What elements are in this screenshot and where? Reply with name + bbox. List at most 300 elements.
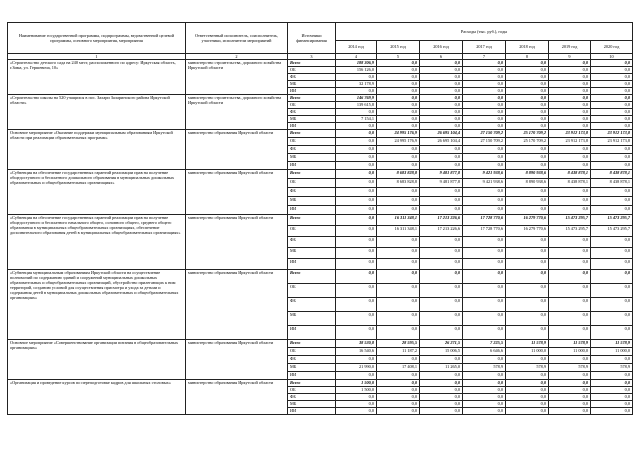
expense-value: 1 500,0: [336, 380, 377, 387]
expense-value: 0,0: [506, 284, 549, 298]
expense-value: 0,0: [377, 60, 420, 67]
header-column-number: 9: [549, 54, 591, 60]
expense-value: 0,0: [549, 387, 591, 394]
expense-value: 0,0: [549, 284, 591, 298]
expense-value: 23 912 173,8: [591, 138, 633, 146]
expense-value: 0,0: [549, 109, 591, 116]
expense-value: 0,0: [591, 109, 633, 116]
table-row: [8, 270, 633, 284]
expense-value: 0,0: [463, 162, 506, 170]
funding-source: ФБ: [288, 146, 336, 154]
expense-value: 0,0: [506, 312, 549, 326]
expense-value: 15 473 295,7: [591, 215, 633, 226]
expense-value: 0,0: [591, 88, 633, 95]
header-expenses: Расходы (тыс. руб.), годы: [336, 23, 633, 41]
expense-value: 0,0: [377, 394, 420, 401]
funding-source: Всего: [288, 60, 336, 67]
expense-value: 0,0: [591, 372, 633, 380]
expense-value: 0,0: [549, 162, 591, 170]
expense-value: 0,0: [420, 116, 463, 123]
funding-source: ФБ: [288, 109, 336, 116]
expense-value: 9 481 877,8: [420, 170, 463, 179]
expense-value: 0,0: [463, 326, 506, 340]
expense-value: 0,0: [377, 372, 420, 380]
expense-value: 15 473 295,7: [549, 215, 591, 226]
expense-value: 0,0: [549, 146, 591, 154]
expense-value: 8 438 878,1: [549, 179, 591, 188]
funding-source: ОБ: [288, 179, 336, 188]
expense-value: 0,0: [377, 162, 420, 170]
expense-value: 0,0: [420, 326, 463, 340]
expense-value: 0,0: [377, 237, 420, 248]
expense-value: 0,0: [420, 284, 463, 298]
header-column-number: 4: [336, 54, 377, 60]
expense-value: 0,0: [463, 401, 506, 408]
expense-value: 9 421 938,6: [463, 170, 506, 179]
executor: министерство строительства, дорожного хозяйства Иркутской области: [186, 95, 288, 130]
expense-value: 0,0: [420, 154, 463, 162]
expense-value: 0,0: [549, 401, 591, 408]
expense-value: 0,0: [463, 154, 506, 162]
expense-value: 26 695 104,4: [420, 130, 463, 138]
expense-value: 578,9: [549, 364, 591, 372]
program-name: «Организация и проведение курсов по переподготовке кадров для школьных столовых»: [8, 380, 186, 415]
expense-value: 0,0: [336, 88, 377, 95]
expense-value: 0,0: [336, 154, 377, 162]
expense-value: 0,0: [463, 380, 506, 387]
expense-value: 11 000,0: [591, 348, 633, 356]
expense-value: 11 000,0: [549, 348, 591, 356]
expense-value: 27 150 709,2: [463, 130, 506, 138]
program-name: Основное мероприятие «Оказание поддержки муниципальным образованиям Иркутской области при реализации образовательных программ»: [8, 130, 186, 170]
expense-value: 0,0: [420, 60, 463, 67]
expense-value: 0,0: [463, 312, 506, 326]
expense-value: 0,0: [506, 326, 549, 340]
expense-value: 15 006,5: [420, 348, 463, 356]
expense-value: 26 695 104,4: [420, 138, 463, 146]
expense-value: 1 500,0: [336, 387, 377, 394]
executor: министерство образования Иркутской области: [186, 170, 288, 215]
expense-value: 0,0: [549, 116, 591, 123]
expense-value: 0,0: [336, 206, 377, 215]
funding-source: ИИ: [288, 88, 336, 95]
expense-value: 0,0: [506, 123, 549, 130]
table-row: [8, 95, 633, 102]
funding-source: ИИ: [288, 408, 336, 415]
expense-value: 0,0: [377, 95, 420, 102]
expense-value: 0,0: [506, 81, 549, 88]
expense-value: 0,0: [591, 380, 633, 387]
expense-value: 0,0: [549, 372, 591, 380]
expense-value: 0,0: [336, 74, 377, 81]
expense-value: 0,0: [336, 123, 377, 130]
expense-value: 0,0: [549, 259, 591, 270]
expense-value: 0,0: [591, 248, 633, 259]
funding-source: ФБ: [288, 237, 336, 248]
expense-value: 0,0: [506, 372, 549, 380]
expense-value: 0,0: [591, 408, 633, 415]
expense-value: 0,0: [591, 312, 633, 326]
expense-value: 0,0: [463, 237, 506, 248]
expense-value: 0,0: [336, 146, 377, 154]
expense-value: 0,0: [336, 356, 377, 364]
expense-value: 578,9: [463, 364, 506, 372]
expense-value: 0,0: [336, 248, 377, 259]
expense-value: 16 540,6: [336, 348, 377, 356]
program-name: «Строительство школы на 520 учащихся в пос. Залари Заларинского района Иркутской области»: [8, 95, 186, 130]
funding-source: Всего: [288, 215, 336, 226]
funding-source: ОБ: [288, 67, 336, 74]
expenses-table: [7, 22, 633, 415]
expense-value: 0,0: [549, 248, 591, 259]
funding-source: МБ: [288, 81, 336, 88]
header-year: 2016 год: [420, 40, 463, 53]
expense-value: 0,0: [506, 154, 549, 162]
expense-value: 0,0: [420, 102, 463, 109]
expense-value: 0,0: [336, 312, 377, 326]
expense-value: 0,0: [377, 109, 420, 116]
funding-source: ФБ: [288, 74, 336, 81]
expense-value: 8 438 878,1: [591, 179, 633, 188]
expense-value: 21 990,0: [336, 364, 377, 372]
program-name: «Субвенция муниципальным образованиям Иркутской области на осуществление полномочий по содержанию зданий и сооружений муниципальных дошкольных образовательных и общеобразовательных организаций, обустройство прилегающих к ним территорий, созданию условий для осуществления присмотра и ухода за детьми и содержания детей в муниципальных дошкольных образовательных и общеобразовательных организациях»: [8, 270, 186, 340]
expense-value: 0,0: [591, 298, 633, 312]
program-name: «Субвенция на обеспечение государственных гарантий реализации прав на получение общедоступного и бесплатного дошкольного образования в муниципальных дошкольных образовательных и общеобразовательных организациях»: [8, 170, 186, 215]
funding-source: ОБ: [288, 138, 336, 146]
expense-value: 23 912 173,8: [549, 130, 591, 138]
funding-source: Всего: [288, 380, 336, 387]
expense-value: 0,0: [377, 116, 420, 123]
expense-value: 23 912 173,8: [549, 138, 591, 146]
expense-value: 0,0: [420, 67, 463, 74]
expense-value: 0,0: [591, 270, 633, 284]
expense-value: 0,0: [463, 356, 506, 364]
expense-value: 11 578,9: [591, 340, 633, 348]
expense-value: 25 170 709,2: [506, 130, 549, 138]
expense-value: 0,0: [549, 197, 591, 206]
expense-value: 8 438 878,1: [549, 170, 591, 179]
expense-value: 0,0: [463, 60, 506, 67]
expense-value: 0,0: [377, 387, 420, 394]
expense-value: 0,0: [591, 146, 633, 154]
funding-source: Всего: [288, 170, 336, 179]
expense-value: 0,0: [463, 188, 506, 197]
expense-value: 17 213 226,6: [420, 226, 463, 237]
expense-value: 25 170 709,2: [506, 138, 549, 146]
funding-source: Всего: [288, 130, 336, 138]
expense-value: 0,0: [591, 67, 633, 74]
program-name: Основное мероприятие «Совершенствование организации питания в общеобразовательных организациях»: [8, 340, 186, 380]
expense-value: 0,0: [463, 394, 506, 401]
expense-value: 0,0: [420, 408, 463, 415]
funding-source: ФБ: [288, 188, 336, 197]
expense-value: 0,0: [591, 60, 633, 67]
funding-source: ИИ: [288, 372, 336, 380]
funding-source: МБ: [288, 248, 336, 259]
table-row: [8, 215, 633, 226]
expense-value: 0,0: [549, 67, 591, 74]
program-name: «Строительство детского сада на 240 мест, расположенного по адресу: Иркутская область, г.Зима, ул. Гершевича, 10»: [8, 60, 186, 95]
expense-value: 0,0: [377, 270, 420, 284]
expense-value: 0,0: [506, 102, 549, 109]
funding-source: ИИ: [288, 162, 336, 170]
executor: министерство образования Иркутской области: [186, 130, 288, 170]
funding-source: ОБ: [288, 348, 336, 356]
expense-value: 0,0: [506, 298, 549, 312]
expense-value: 0,0: [591, 259, 633, 270]
expense-value: 0,0: [377, 312, 420, 326]
expense-value: 0,0: [506, 394, 549, 401]
expense-value: 26 271,5: [420, 340, 463, 348]
executor: министерство образования Иркутской области: [186, 380, 288, 415]
expense-value: 0,0: [336, 326, 377, 340]
expense-value: 0,0: [463, 206, 506, 215]
expense-value: 0,0: [420, 197, 463, 206]
expense-value: 0,0: [506, 162, 549, 170]
expense-value: 0,0: [506, 197, 549, 206]
expense-value: 0,0: [549, 60, 591, 67]
header-column-number: 3: [288, 54, 336, 60]
expense-value: 7 154,1: [336, 116, 377, 123]
expense-value: 0,0: [549, 394, 591, 401]
expense-value: 0,0: [549, 408, 591, 415]
expense-value: 0,0: [420, 259, 463, 270]
table-row: [8, 130, 633, 138]
funding-source: ФБ: [288, 298, 336, 312]
expense-value: 0,0: [377, 146, 420, 154]
expense-value: 28 595,5: [377, 340, 420, 348]
expense-value: 0,0: [549, 102, 591, 109]
expense-value: 8 683 828,8: [377, 179, 420, 188]
expense-value: 0,0: [336, 170, 377, 179]
expense-value: 0,0: [463, 197, 506, 206]
expense-value: 0,0: [377, 326, 420, 340]
expense-value: 0,0: [506, 259, 549, 270]
expense-value: 0,0: [420, 248, 463, 259]
expense-value: 0,0: [506, 67, 549, 74]
expense-value: 0,0: [420, 312, 463, 326]
expense-value: 0,0: [506, 88, 549, 95]
funding-source: ФБ: [288, 394, 336, 401]
expense-value: 0,0: [336, 138, 377, 146]
expense-value: 0,0: [420, 88, 463, 95]
expense-value: 0,0: [420, 162, 463, 170]
expense-value: 0,0: [506, 380, 549, 387]
expense-value: 0,0: [420, 394, 463, 401]
funding-source: ИИ: [288, 123, 336, 130]
expense-value: 0,0: [549, 380, 591, 387]
expense-value: 0,0: [463, 74, 506, 81]
expense-value: 17 213 226,6: [420, 215, 463, 226]
expense-value: 0,0: [463, 387, 506, 394]
funding-source: МБ: [288, 116, 336, 123]
expense-value: 156 126,0: [336, 67, 377, 74]
expense-value: 0,0: [506, 109, 549, 116]
expense-value: 0,0: [591, 95, 633, 102]
expense-value: 0,0: [336, 226, 377, 237]
expense-value: 0,0: [591, 394, 633, 401]
expense-value: 0,0: [463, 67, 506, 74]
expense-value: 0,0: [591, 237, 633, 248]
expense-value: 0,0: [377, 298, 420, 312]
expense-value: 0,0: [506, 116, 549, 123]
expense-value: 0,0: [377, 102, 420, 109]
expense-value: 16 311 348,1: [377, 226, 420, 237]
expense-value: 24 995 176,9: [377, 138, 420, 146]
expense-value: 0,0: [591, 284, 633, 298]
funding-source: Всего: [288, 340, 336, 348]
header-column-number: 6: [420, 54, 463, 60]
expense-value: 0,0: [591, 197, 633, 206]
header-year: 2020 год: [591, 40, 633, 53]
expense-value: 0,0: [549, 356, 591, 364]
expense-value: 0,0: [377, 88, 420, 95]
expense-value: 0,0: [591, 102, 633, 109]
expense-value: 0,0: [463, 116, 506, 123]
expense-value: 0,0: [377, 197, 420, 206]
expense-value: 0,0: [463, 109, 506, 116]
expense-value: 17 728 770,6: [463, 226, 506, 237]
expense-value: 0,0: [336, 130, 377, 138]
funding-source: МБ: [288, 401, 336, 408]
expense-value: 27 150 709,2: [463, 138, 506, 146]
expense-value: 0,0: [506, 387, 549, 394]
expense-value: 8 890 938,6: [506, 179, 549, 188]
expense-value: 0,0: [506, 408, 549, 415]
funding-source: ИИ: [288, 326, 336, 340]
expense-value: 0,0: [420, 298, 463, 312]
expense-value: 0,0: [336, 298, 377, 312]
expense-value: 0,0: [377, 408, 420, 415]
expense-value: 0,0: [549, 206, 591, 215]
header-column-number: 1: [8, 54, 186, 60]
funding-source: Всего: [288, 95, 336, 102]
funding-source: МБ: [288, 154, 336, 162]
expense-value: 0,0: [420, 123, 463, 130]
expense-value: 188 306,9: [336, 60, 377, 67]
executor: министерство образования Иркутской области: [186, 215, 288, 270]
table-row: [8, 60, 633, 67]
expense-value: 0,0: [420, 81, 463, 88]
expense-value: 11 187,2: [377, 348, 420, 356]
expense-value: 0,0: [591, 74, 633, 81]
expense-value: 0,0: [549, 81, 591, 88]
expense-value: 0,0: [377, 206, 420, 215]
expense-value: 0,0: [591, 206, 633, 215]
funding-source: Всего: [288, 270, 336, 284]
expense-value: 0,0: [549, 312, 591, 326]
expense-value: 0,0: [377, 284, 420, 298]
funding-source: МБ: [288, 197, 336, 206]
expense-value: 7 225,5: [463, 340, 506, 348]
header-year: 2015 год: [377, 40, 420, 53]
funding-source: ИИ: [288, 206, 336, 215]
executor: министерство образования Иркутской области: [186, 340, 288, 380]
expense-value: 0,0: [377, 67, 420, 74]
table-row: [8, 380, 633, 387]
expense-value: 0,0: [336, 408, 377, 415]
expense-value: 11 578,9: [549, 340, 591, 348]
expense-value: 0,0: [506, 237, 549, 248]
expense-value: 0,0: [377, 81, 420, 88]
expense-value: 0,0: [591, 116, 633, 123]
expense-value: 0,0: [336, 401, 377, 408]
header-column-number: 5: [377, 54, 420, 60]
expense-value: 0,0: [336, 237, 377, 248]
expense-value: 0,0: [549, 270, 591, 284]
funding-source: МБ: [288, 364, 336, 372]
expense-value: 0,0: [336, 162, 377, 170]
expense-value: 0,0: [549, 74, 591, 81]
expense-value: 0,0: [420, 356, 463, 364]
expense-value: 0,0: [377, 380, 420, 387]
expense-value: 0,0: [377, 248, 420, 259]
expense-value: 8 438 878,1: [591, 170, 633, 179]
expense-value: 0,0: [420, 95, 463, 102]
expense-value: 0,0: [463, 88, 506, 95]
funding-source: ОБ: [288, 387, 336, 394]
funding-source: ОБ: [288, 102, 336, 109]
expense-value: 0,0: [591, 356, 633, 364]
expense-value: 0,0: [377, 356, 420, 364]
table-row: [8, 170, 633, 179]
expense-value: 0,0: [463, 284, 506, 298]
expense-value: 0,0: [463, 146, 506, 154]
table-row: [8, 340, 633, 348]
header-column-number: 10: [591, 54, 633, 60]
expense-value: 0,0: [506, 356, 549, 364]
expense-value: 9 421 938,6: [463, 179, 506, 188]
expense-value: 0,0: [463, 270, 506, 284]
expense-value: 578,9: [591, 364, 633, 372]
expense-value: 0,0: [463, 259, 506, 270]
expense-value: 0,0: [463, 298, 506, 312]
expense-value: 0,0: [506, 270, 549, 284]
expense-value: 38 530,8: [336, 340, 377, 348]
expense-value: 0,0: [506, 74, 549, 81]
executor: министерство строительства, дорожного хозяйства Иркутской области: [186, 60, 288, 95]
expense-value: 0,0: [377, 188, 420, 197]
expense-value: 0,0: [591, 387, 633, 394]
expense-value: 0,0: [377, 74, 420, 81]
expense-value: 0,0: [420, 109, 463, 116]
expense-value: 146 769,9: [336, 95, 377, 102]
expense-value: 0,0: [420, 146, 463, 154]
expense-value: 0,0: [506, 146, 549, 154]
expense-value: 0,0: [463, 248, 506, 259]
header-year: 2017 год: [463, 40, 506, 53]
expense-value: 0,0: [336, 179, 377, 188]
expense-value: 0,0: [420, 380, 463, 387]
expense-value: 17 408,1: [377, 364, 420, 372]
expense-value: 0,0: [549, 326, 591, 340]
header-year: 2018 год: [506, 40, 549, 53]
expense-value: 0,0: [336, 270, 377, 284]
expense-value: 15 473 295,7: [549, 226, 591, 237]
expense-value: 16 279 770,6: [506, 215, 549, 226]
expense-value: 0,0: [336, 109, 377, 116]
header-program: Наименование государственной программы, подпрограммы, ведомственной целевой программы, основного мероприятия, мероприятия: [8, 23, 186, 54]
expense-value: 0,0: [463, 81, 506, 88]
expense-value: 8 683 828,8: [377, 170, 420, 179]
expense-value: 0,0: [420, 372, 463, 380]
expense-value: 0,0: [591, 326, 633, 340]
expense-value: 0,0: [377, 123, 420, 130]
header-year: 2019 год: [549, 40, 591, 53]
expense-value: 23 912 173,8: [591, 130, 633, 138]
expense-value: 0,0: [420, 270, 463, 284]
header-executor: Ответственный исполнитель, соисполнитель, участники, исполнители мероприятий: [186, 23, 288, 54]
